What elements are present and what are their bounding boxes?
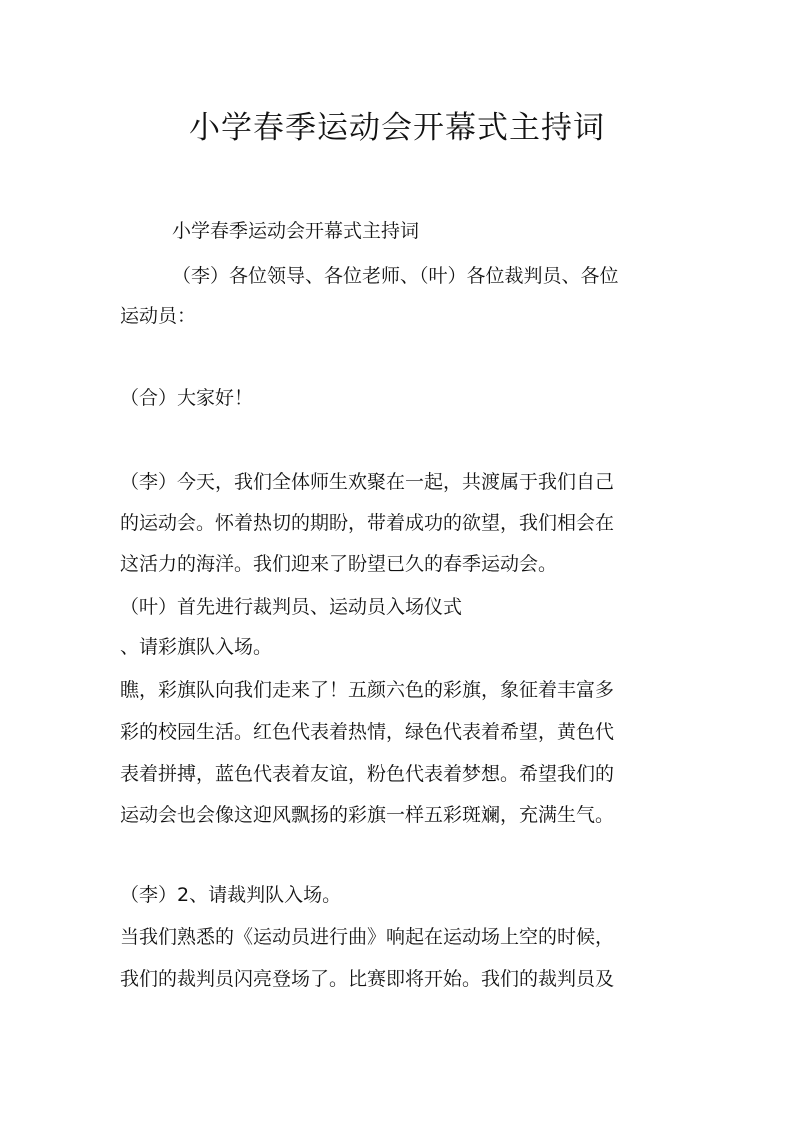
text-line: （李）各位领导、各位老师、（叶）各位裁判员、各位	[172, 265, 619, 287]
text-line: （叶）首先进行裁判员、运动员入场仪式	[120, 596, 463, 618]
text-line: 彩的校园生活。红色代表着热情，绿色代表着希望，黄色代	[120, 721, 615, 743]
text-line: 运动会也会像这迎风飘扬的彩旗一样五彩斑斓，充满生气。	[120, 804, 615, 826]
text-line: 、请彩旗队入场。	[120, 636, 273, 658]
text-line: （李）2、请裁判队入场。	[120, 884, 342, 906]
text-line: 这活力的海洋。我们迎来了盼望已久的春季运动会。	[120, 553, 558, 575]
text-line: 我们的裁判员闪亮登场了。比赛即将开始。我们的裁判员及	[120, 968, 615, 990]
document-title: 小学春季运动会开幕式主持词	[189, 110, 605, 146]
text-line: 运动员：	[120, 305, 197, 327]
text-line: 瞧，彩旗队向我们走来了！五颜六色的彩旗，象征着丰富多	[120, 679, 615, 701]
text-line: 表着拼搏，蓝色代表着友谊，粉色代表着梦想。希望我们的	[120, 763, 615, 785]
text-line: 的运动会。怀着热切的期盼，带着成功的欲望，我们相会在	[120, 512, 615, 534]
text-line: （合）大家好！	[120, 387, 254, 409]
subtitle-line: 小学春季运动会开幕式主持词	[172, 220, 420, 242]
text-line: 当我们熟悉的《运动员进行曲》响起在运动场上空的时候，	[120, 926, 615, 948]
text-line: （李）今天，我们全体师生欢聚在一起，共渡属于我们自己	[120, 471, 615, 493]
